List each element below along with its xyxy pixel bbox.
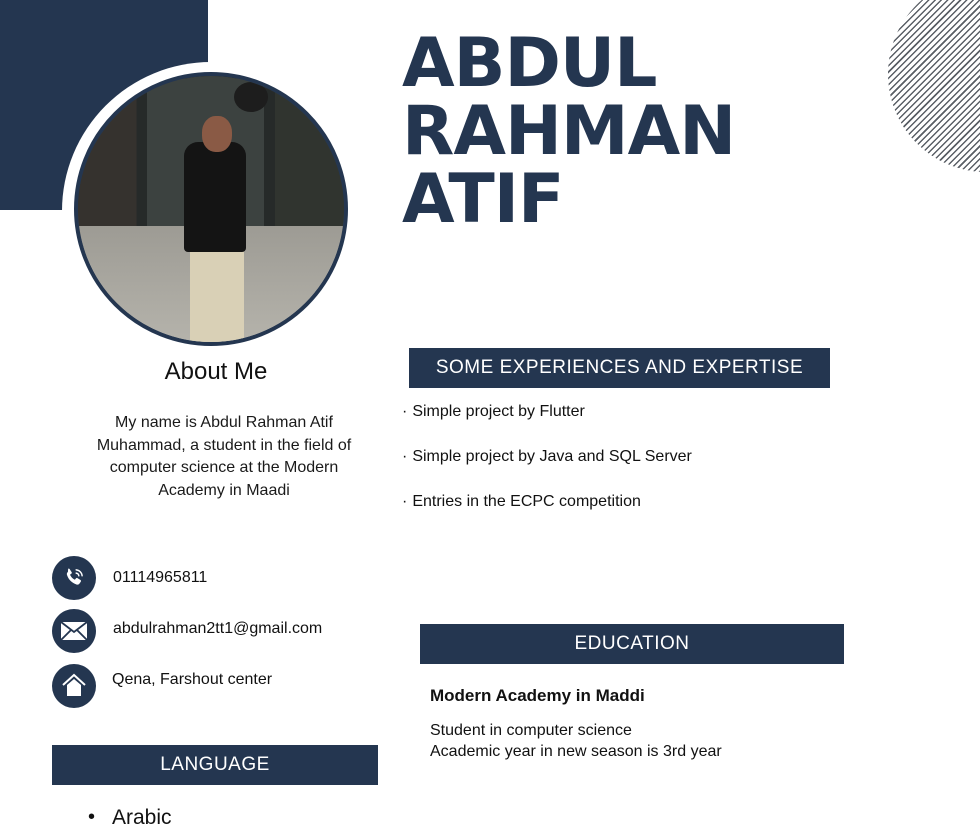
experience-item <box>402 491 692 536</box>
home-icon <box>52 664 96 708</box>
contact-phone <box>52 556 207 600</box>
education-detail: Student in computer science <box>430 722 632 739</box>
name-line-middle: RAHMAN <box>402 92 736 171</box>
bullet-icon: · <box>402 448 408 465</box>
experience-list <box>402 401 692 536</box>
photo-person-shirt <box>184 142 246 252</box>
experience-item-text: Entries in the ECPC competition <box>412 493 641 510</box>
language-title: LANGUAGE <box>160 754 270 775</box>
contact-address <box>52 664 272 708</box>
photo-person-head <box>202 116 232 152</box>
phone-icon <box>52 556 96 600</box>
education-details <box>430 720 722 762</box>
name-line-first: ABDUL <box>402 24 657 103</box>
profile-photo <box>74 72 348 346</box>
experience-item-text: Simple project by Flutter <box>412 403 585 420</box>
email-address: abdulrahman2tt1@gmail.com <box>113 620 323 637</box>
experience-title: SOME EXPERIENCES AND EXPERTISE <box>435 357 804 378</box>
education-header <box>420 624 844 664</box>
bullet-icon: · <box>402 403 408 420</box>
education-school: Modern Academy in Maddi <box>430 686 645 705</box>
about-text: My name is Abdul Rahman Atif Muhammad, a student in the field of computer science at the Modern Academy in Maadi <box>96 414 352 499</box>
full-name <box>402 24 736 239</box>
name-line-last: ATIF <box>402 160 564 239</box>
decorative-hatched-circle <box>888 0 980 172</box>
experience-header <box>409 348 830 388</box>
education-title: EDUCATION <box>574 633 690 654</box>
language-item: • Arabic <box>112 806 172 830</box>
contact-email <box>52 609 322 653</box>
about-title: About Me <box>164 358 268 385</box>
experience-item <box>402 401 692 446</box>
envelope-icon <box>52 609 96 653</box>
photo-person <box>190 248 244 344</box>
bullet-icon: · <box>402 493 408 510</box>
address-text: Qena, Farshout center <box>112 671 273 688</box>
photo-balloon <box>234 82 268 112</box>
language-list <box>112 806 172 830</box>
language-header <box>52 745 378 785</box>
experience-item <box>402 446 692 491</box>
phone-number: 01114965811 <box>113 569 208 586</box>
experience-item-text: Simple project by Java and SQL Server <box>412 448 692 465</box>
education-detail: Academic year in new season is 3rd year <box>430 743 722 760</box>
